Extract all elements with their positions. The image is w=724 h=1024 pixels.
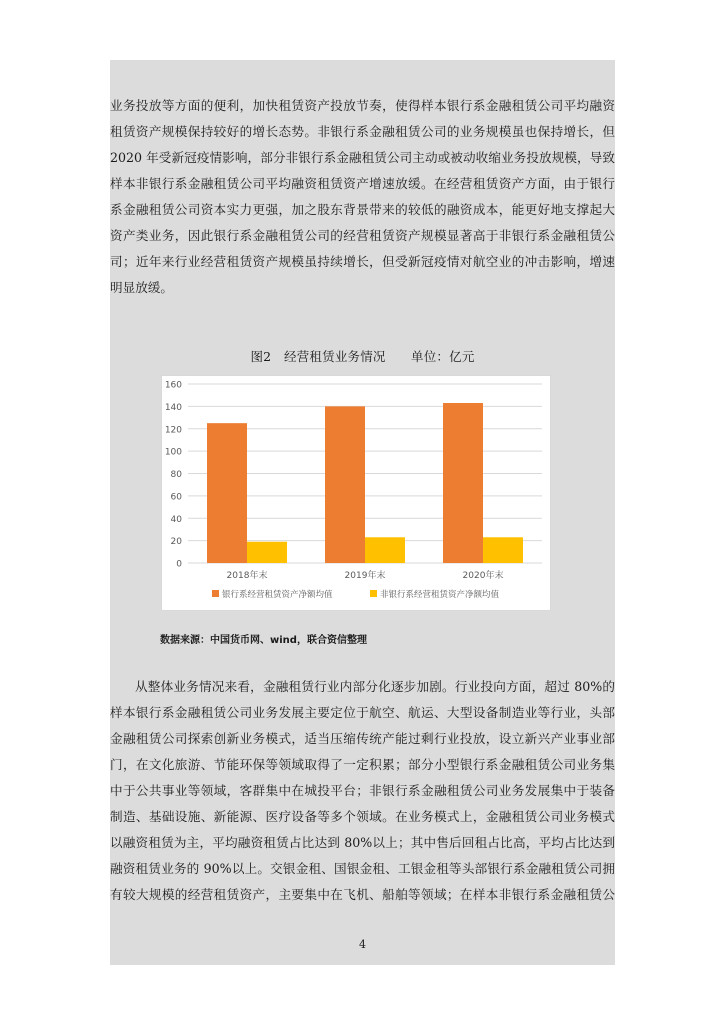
- page-number: 4: [359, 938, 366, 951]
- text-line: 资产类业务，因此银行系金融租赁公司的经营租赁资产规模显著高于非银行系金融租赁公: [110, 228, 615, 243]
- text-line: 有较大规模的经营租赁资产，主要集中在飞机、船舶等领域；在样本非银行系金融租赁公: [110, 887, 615, 902]
- text-line: 融资租赁业务的 90%以上。交银金租、国银金租、工银金租等头部银行系金融租赁公司拥: [110, 861, 615, 876]
- bar-1-0: [247, 542, 287, 563]
- text-line: 系金融租赁公司资本实力更强，加之股东背景带来的较低的融资成本，能更好地支撑起大: [110, 202, 615, 217]
- y-tick-label: 120: [164, 425, 182, 436]
- y-tick-label: 40: [170, 514, 182, 525]
- x-tick-label: 2018年末: [226, 571, 268, 581]
- bar-1-2: [483, 537, 523, 563]
- text-line: 2020 年受新冠疫情影响，部分非银行系金融租赁公司主动或被动收缩业务投放规模，导致: [110, 150, 615, 165]
- figure-title: 图2 经营租赁业务情况 单位：亿元: [250, 349, 475, 364]
- bar-chart: [161, 375, 551, 611]
- chart-svg: [162, 376, 550, 610]
- paragraph-2: [110, 674, 615, 908]
- text-line: 门，在文化旅游、节能环保等领域取得了一定积累；部分小型银行系金融租赁公司业务集: [110, 757, 615, 772]
- x-tick-label: 2019年末: [344, 571, 386, 581]
- text-line: 中于公共事业等领域，客群集中在城投平台；非银行系金融租赁公司业务发展集中于装备: [110, 783, 615, 798]
- legend-label: 银行系经营租赁资产净额均值: [222, 590, 333, 600]
- y-tick-label: 20: [170, 537, 182, 548]
- paragraph-1: [110, 93, 615, 301]
- data-source-note: 数据来源：中国货币网、wind，联合资信整理: [160, 635, 367, 646]
- y-tick-label: 160: [164, 380, 182, 391]
- legend-swatch: [212, 590, 219, 597]
- y-tick-label: 60: [170, 492, 182, 503]
- text-line: 司；近年来行业经营租赁资产规模虽持续增长，但受新冠疫情对航空业的冲击影响，增速: [110, 254, 615, 269]
- text-line: 以融资租赁为主，平均融资租赁占比达到 80%以上；其中售后回租占比高，平均占比达到: [110, 835, 615, 850]
- legend-label: 非银行系经营租赁资产净额均值: [380, 590, 500, 600]
- y-tick-label: 100: [164, 447, 182, 458]
- text-line: 样本银行系金融租赁公司业务发展主要定位于航空、航运、大型设备制造业等行业，头部: [110, 705, 615, 720]
- legend-swatch: [370, 590, 377, 597]
- text-line: 租赁资产规模保持较好的增长态势。非银行系金融租赁公司的业务规模虽也保持增长，但: [110, 124, 615, 139]
- y-tick-label: 140: [164, 402, 182, 413]
- text-line: 从整体业务情况来看，金融租赁行业内部分化逐步加剧。行业投向方面，超过 80%的: [135, 679, 615, 694]
- text-line: 业务投放等方面的便利，加快租赁资产投放节奏，使得样本银行系金融租赁公司平均融资: [110, 98, 615, 113]
- y-tick-label: 80: [170, 470, 182, 480]
- y-tick-label: 0: [176, 559, 182, 570]
- text-line: 制造、基础设施、新能源、医疗设备等多个领域。在业务模式上，金融租赁公司业务模式: [110, 809, 615, 824]
- x-tick-label: 2020年末: [462, 571, 504, 581]
- text-line: 样本非银行系金融租赁公司平均融资租赁资产增速放缓。在经营租赁资产方面，由于银行: [110, 176, 615, 191]
- text-line: 明显放缓。: [110, 280, 173, 295]
- bar-1-1: [365, 537, 405, 563]
- bar-0-1: [325, 406, 365, 563]
- bar-0-0: [207, 423, 247, 563]
- bar-0-2: [443, 403, 483, 563]
- text-line: 金融租赁公司探索创新业务模式，适当压缩传统产能过剩行业投放，设立新兴产业事业部: [110, 731, 615, 746]
